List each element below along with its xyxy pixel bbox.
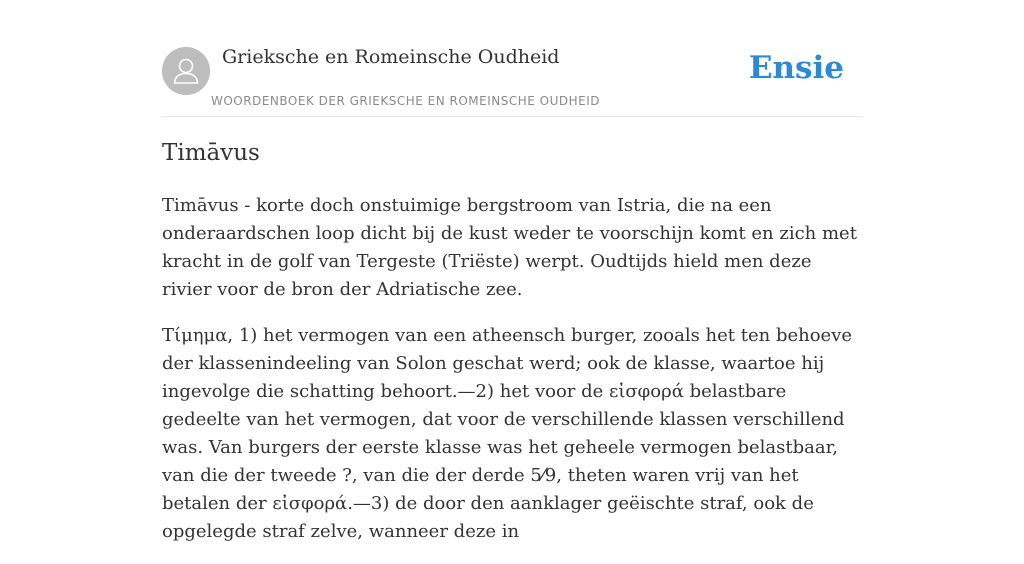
entry-paragraph: Τίμημα, 1) het vermogen van een atheensch burger, zooals het ten behoeve der klassenindeeling van Solon geschat werd; ook de klasse, waartoe hij ingevolge die schatting behoort.—2) het voor de εἰσφορά belastbare gedeelte van het vermogen, dat voor de verschillende klassen verschillend was. Van burgers der eerste klasse was het geheele vermogen belastbaar, van die der tweede ?, van die der derde 5⁄9, theten waren vrij van het betalen der εἰσφορά.—3) de door den aanklager geëischte straf, ook de opgelegde straf zelve, wanneer deze in xyxy=(162,325,853,542)
entry-title: Timāvus xyxy=(162,140,260,166)
source-header xyxy=(162,46,862,117)
user-icon[interactable] xyxy=(162,47,210,95)
ensie-logo[interactable]: Ensie xyxy=(748,50,844,86)
source-title[interactable]: Grieksche en Romeinsche Oudheid xyxy=(222,46,560,68)
entry-paragraph: Timāvus - korte doch onstuimige bergstroom van Istria, die na een onderaardschen loop dicht bij de kust weder te voorschijn komt en zich met kracht in de golf van Tergeste (Triëste) werpt. Oudtijds hield men deze rivier voor de bron der Adriatische zee. xyxy=(162,195,857,300)
source-subtitle: WOORDENBOEK DER GRIEKSCHE EN ROMEINSCHE OUDHEID xyxy=(211,94,601,108)
entry-content xyxy=(162,192,862,564)
